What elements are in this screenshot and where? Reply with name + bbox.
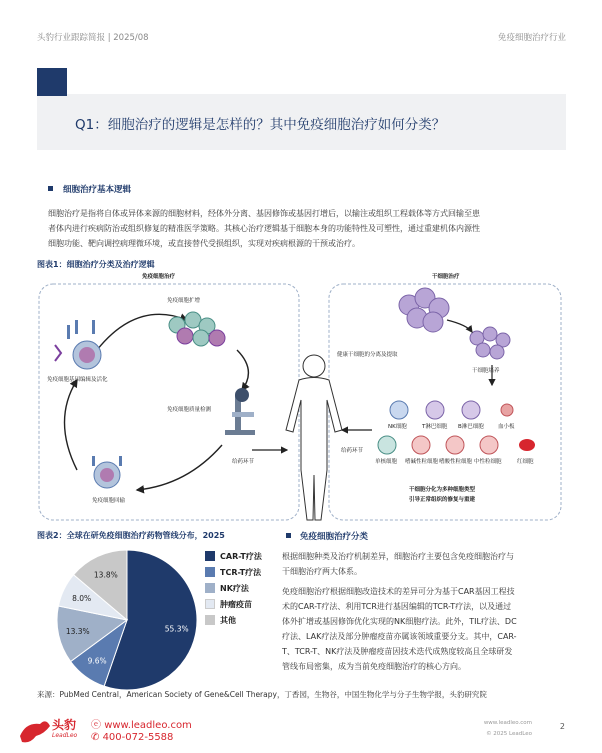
arrow-extract-culture	[447, 320, 472, 332]
human-figure	[286, 355, 342, 520]
footer-website-small: www.leadleo.com	[483, 720, 532, 726]
label-nk: NK细胞	[388, 424, 407, 430]
pie-slice-label: 55.3%	[164, 624, 189, 634]
label-extract: 健康干细胞的分离及提取	[337, 352, 398, 358]
label-neu: 中性粒细胞	[474, 459, 502, 465]
cell-therapy-diagram	[37, 270, 566, 524]
label-monocyte: 单核细胞	[375, 459, 398, 465]
legend-label: 其他	[220, 615, 236, 625]
legend-swatch	[205, 615, 215, 625]
legend-item	[205, 548, 262, 564]
figure1-title: 图表1：细胞治疗分类及治疗逻辑	[37, 260, 155, 269]
section2-line: 管线布局密集，成为当前免疫细胞治疗的核心方向。	[282, 662, 466, 671]
footer-phone-text: 400-072-5588	[102, 732, 174, 743]
immune-group-label: 免疫细胞治疗	[142, 274, 176, 280]
legend-item	[205, 596, 262, 612]
immune-container	[39, 284, 299, 520]
section2-bullet	[286, 533, 291, 538]
platelet-icon	[501, 404, 513, 416]
edited-cell-illustration	[55, 320, 101, 369]
legend-swatch	[205, 567, 215, 577]
pie-slice-label: 8.0%	[72, 593, 92, 603]
label-bas: 嗜酸性粒细胞	[439, 459, 473, 465]
question-title: Q1：细胞治疗的逻辑是怎样的？其中免疫细胞治疗如何分类？	[75, 117, 446, 133]
legend-label: NK疗法	[220, 583, 249, 593]
section2-title: 免疫细胞治疗分类	[300, 532, 369, 542]
arrow-expand-qc	[237, 350, 248, 390]
label-eos: 嗜碱性粒细胞	[405, 459, 439, 465]
section2-line: 体外扩增或基因修饰优化实现的NK细胞疗法。此外，TIL疗法、DC	[282, 617, 517, 626]
pie-svg	[42, 545, 232, 695]
b-cell-icon	[462, 401, 480, 419]
section1-line: 者体内进行疾病防治或组织修复的精准医学策略。其核心治疗逻辑基于细胞本身的功能特性及可塑性，通过重建机体内源性	[48, 224, 480, 233]
expanded-cells-illustration	[169, 312, 225, 346]
legend-label: CAR-T疗法	[220, 551, 262, 561]
label-rbc: 红细胞	[517, 459, 534, 465]
legend-label: 肿瘤疫苗	[220, 599, 252, 609]
label-reinfuse: 免疫细胞回输	[92, 498, 126, 504]
legend-swatch	[205, 599, 215, 609]
neutrophil-icon	[480, 436, 498, 454]
page-number: 2	[559, 722, 565, 731]
red-blood-cell-icon	[519, 439, 535, 451]
header-right: 免疫细胞治疗行业	[497, 33, 566, 43]
label-transfer-right: 给药环节	[341, 448, 364, 454]
label-expand: 免疫细胞扩增	[167, 298, 201, 304]
section2-line: 干细胞治疗两大体系。	[282, 567, 362, 576]
section2-line: 疗法、LAK疗法及部分肿瘤疫苗亦属该领域重要分支。其中，CAR-	[282, 632, 517, 641]
label-transfer-left: 给药环节	[232, 459, 255, 465]
source-note: 来源：PubMed Central，American Society of Gene&Cell Therapy，丁香园，生物谷，中国生物化学与分子生物学报，头豹研究院	[37, 690, 487, 699]
footer-brand-sub: LeadLeo	[52, 732, 78, 739]
label-platelet: 血小板	[498, 424, 515, 430]
footer-copyright: © 2025 LeadLeo	[486, 731, 532, 737]
section1-line: 细胞治疗是指将自体或异体来源的细胞材料，经体外分离、基因修饰或基因打增后，以输注或组织工程载体等方式回输至患	[48, 209, 480, 218]
arrow-qc-reinfuse	[137, 445, 222, 490]
section2-line: 术的CAR-T疗法、利用TCR进行基因编辑的TCR-T疗法，以及通过	[282, 602, 512, 611]
basophil-icon	[412, 436, 430, 454]
pie-slice-label: 13.3%	[65, 626, 90, 636]
question-accent	[37, 68, 67, 96]
stem-group-label: 干细胞治疗	[432, 274, 460, 280]
arrow-reinfuse-edit	[65, 380, 78, 470]
figure2-title: 图表2：全球在研免疫细胞治疗药物管线分布，2025	[37, 531, 225, 540]
legend-swatch	[205, 583, 215, 593]
footer-phone: ✆ 400-072-5588	[91, 732, 174, 743]
nk-cell-icon	[390, 401, 408, 419]
monocyte-icon	[378, 436, 396, 454]
stem-cell-cluster-illustration	[399, 288, 449, 332]
section2-paragraph2	[282, 584, 567, 674]
eosinophil-icon	[446, 436, 464, 454]
pie-slice-label: 9.6%	[87, 656, 107, 666]
legend-item	[205, 580, 262, 596]
footer-website[interactable]: ⓔ www.leadleo.com	[91, 720, 192, 731]
legend-label: TCR-T疗法	[220, 567, 262, 577]
label-b: B淋巴细胞	[458, 424, 484, 430]
section1-title: 细胞治疗基本逻辑	[63, 185, 132, 195]
cultured-stem-cells-illustration	[470, 327, 510, 359]
label-t: T淋巴细胞	[422, 424, 448, 430]
microscope-icon	[225, 388, 255, 435]
footer-brand: 头豹	[52, 718, 77, 732]
section2-line: 根据细胞种类及治疗机制差异，细胞治疗主要包含免疫细胞治疗与	[282, 552, 514, 561]
label-diff2: 引导正常组织的修复与重建	[409, 497, 476, 503]
label-qc: 免疫细胞质量检测	[167, 407, 212, 413]
legend-item	[205, 564, 262, 580]
label-diff1: 干细胞分化为多种细胞类型	[409, 487, 476, 493]
section2-line: T、TCR-T、NK疗法及肿瘤疫苗因技术迭代成熟度较高且全球研发	[282, 647, 513, 656]
header-left: 头豹行业跟踪简报 | 2025/08	[37, 33, 149, 43]
pie-legend	[205, 548, 262, 628]
section2-line: 免疫细胞治疗根据细胞改造技术的差异可分为基于CAR基因工程技	[282, 587, 515, 596]
legend-swatch	[205, 551, 215, 561]
legend-item	[205, 612, 262, 628]
section1-bullet	[48, 186, 53, 191]
diagram-svg	[37, 270, 566, 524]
label-culture: 干细胞培养	[472, 368, 500, 374]
section2-paragraph1	[282, 549, 567, 579]
label-edit: 免疫细胞基因编辑及活化	[47, 377, 108, 383]
t-cell-icon	[426, 401, 444, 419]
reinfused-cell-illustration	[92, 456, 122, 488]
section1-paragraph	[48, 206, 558, 251]
pie-slice-label: 13.8%	[93, 570, 118, 580]
section1-line: 细胞功能、靶向调控病理微环境，或直接替代受损组织，实现对疾病根源的干预或治疗。	[48, 239, 360, 248]
pie-chart	[42, 545, 232, 695]
footer-website-text[interactable]: www.leadleo.com	[104, 720, 192, 731]
